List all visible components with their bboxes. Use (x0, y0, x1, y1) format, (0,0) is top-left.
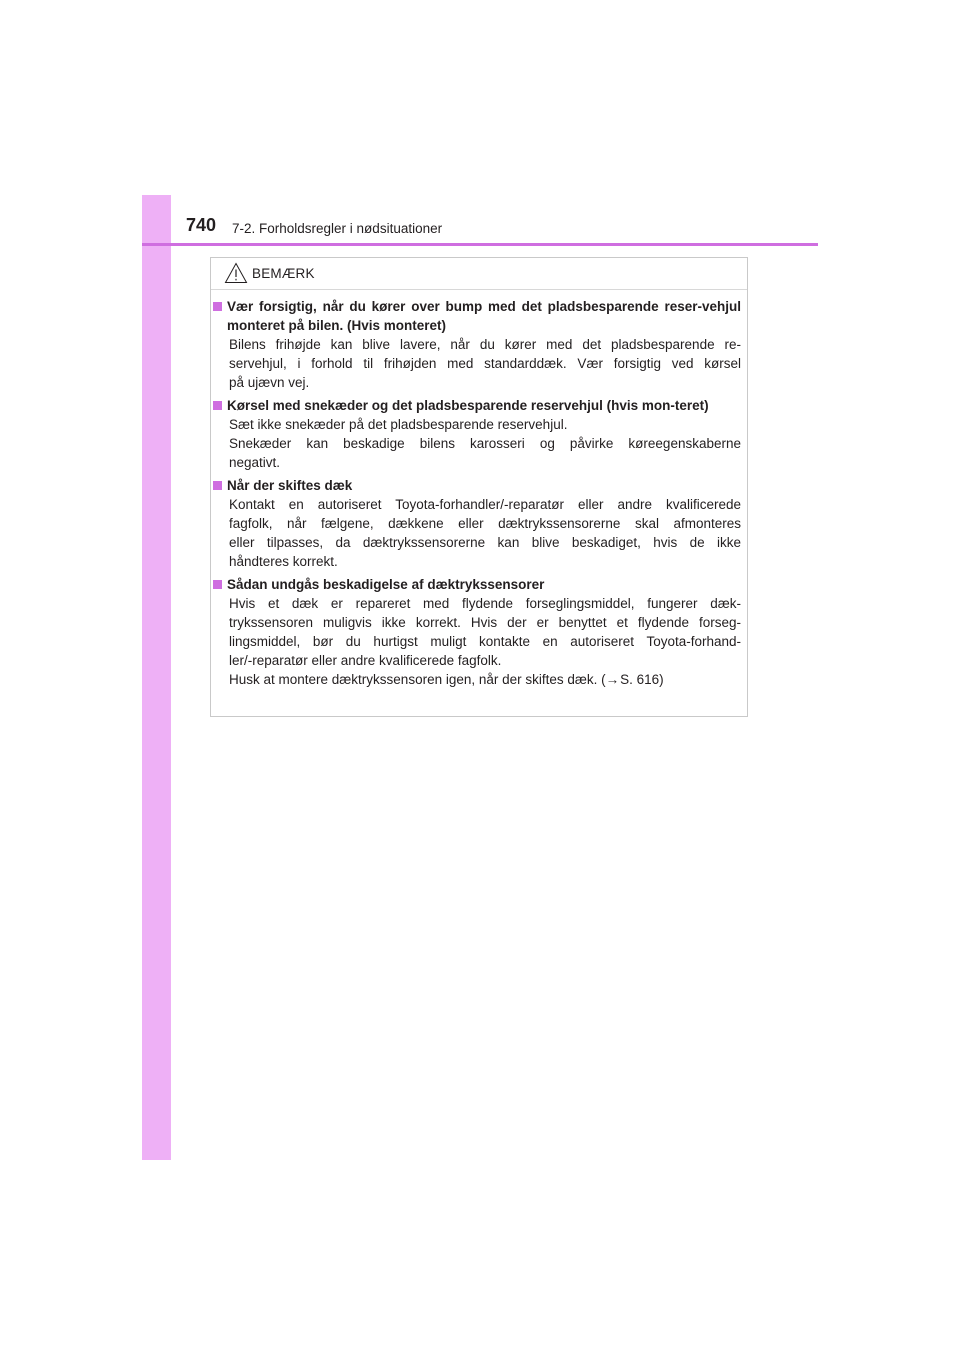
page-reference-line (213, 670, 741, 689)
body-text-line: eller tilpasses, da dæktrykssensorerne kan blive beskadiget, hvis de ikke (229, 535, 741, 550)
notice-divider (211, 289, 747, 290)
body-text-line: på ujævn vej. (229, 375, 310, 390)
item-heading (213, 396, 741, 415)
notice-label: BEMÆRK (252, 265, 315, 281)
body-text-line: fagfolk, når fælgene, dækkene eller dæktrykssensorerne skal afmonteres (229, 516, 741, 531)
body-text-line: Sæt ikke snekæder på det pladsbesparende reservehjul. (229, 417, 568, 432)
item-heading-text: Vær forsigtig, når du kører over bump med det pladsbesparende reser-vehjul monteret på bilen. (Hvis monteret) (227, 299, 741, 333)
item-heading-text: Når der skiftes dæk (227, 478, 353, 493)
body-text-line: Bilens frihøjde kan blive lavere, når du kører med det pladsbesparende re- (229, 337, 741, 352)
section-title: 7-2. Forholdsregler i nødsituationer (232, 221, 443, 236)
body-text-line: lingsmiddel, bør du hurtigst muligt kontakte en autoriseret Toyota-forhand- (229, 634, 741, 649)
page-number: 740 (186, 215, 217, 235)
item-heading (213, 297, 741, 335)
square-bullet-icon (213, 302, 222, 311)
body-text-line: Kontakt en autoriseret Toyota-forhandler/-reparatør eller andre kvalificerede (229, 497, 741, 512)
notice-item (213, 297, 741, 392)
reference-text: Husk at montere dæktrykssensoren igen, når der skiftes dæk. ( (229, 672, 606, 687)
body-text-line: Snekæder kan beskadige bilens karosseri og påvirke køreegenskaberne (229, 436, 741, 451)
warning-triangle-icon (224, 262, 248, 284)
square-bullet-icon (213, 580, 222, 589)
body-text-line: Hvis et dæk er repareret med flydende forseglingsmiddel, fungerer dæk- (229, 596, 741, 611)
notice-item (213, 476, 741, 571)
body-text-line: servehjul, i forhold til frihøjden med standarddæk. Vær forsigtig ved kørsel (229, 356, 741, 371)
notice-content (213, 297, 741, 693)
header-rule (142, 243, 818, 246)
notice-item (213, 575, 741, 689)
body-text-line: negativt. (229, 455, 281, 470)
item-heading-text: Kørsel med snekæder og det pladsbesparende reservehjul (hvis mon-teret) (227, 398, 709, 413)
body-text-line: håndteres korrekt. (229, 554, 338, 569)
chapter-tab-strip (142, 195, 171, 1160)
item-heading (213, 575, 741, 594)
square-bullet-icon (213, 401, 222, 410)
notice-header (224, 260, 315, 286)
item-heading-text: Sådan undgås beskadigelse af dæktrykssensorer (227, 577, 545, 592)
body-text-line: ler/-reparatør eller andre kvalificerede fagfolk. (229, 653, 502, 668)
reference-page-link[interactable]: S. 616) (620, 672, 664, 687)
arrow-right-icon: → (605, 672, 620, 687)
square-bullet-icon (213, 481, 222, 490)
item-heading (213, 476, 741, 495)
body-text-line: trykssensoren muligvis ikke korrekt. Hvis der er benyttet et flydende forseg- (229, 615, 741, 630)
notice-item (213, 396, 741, 472)
